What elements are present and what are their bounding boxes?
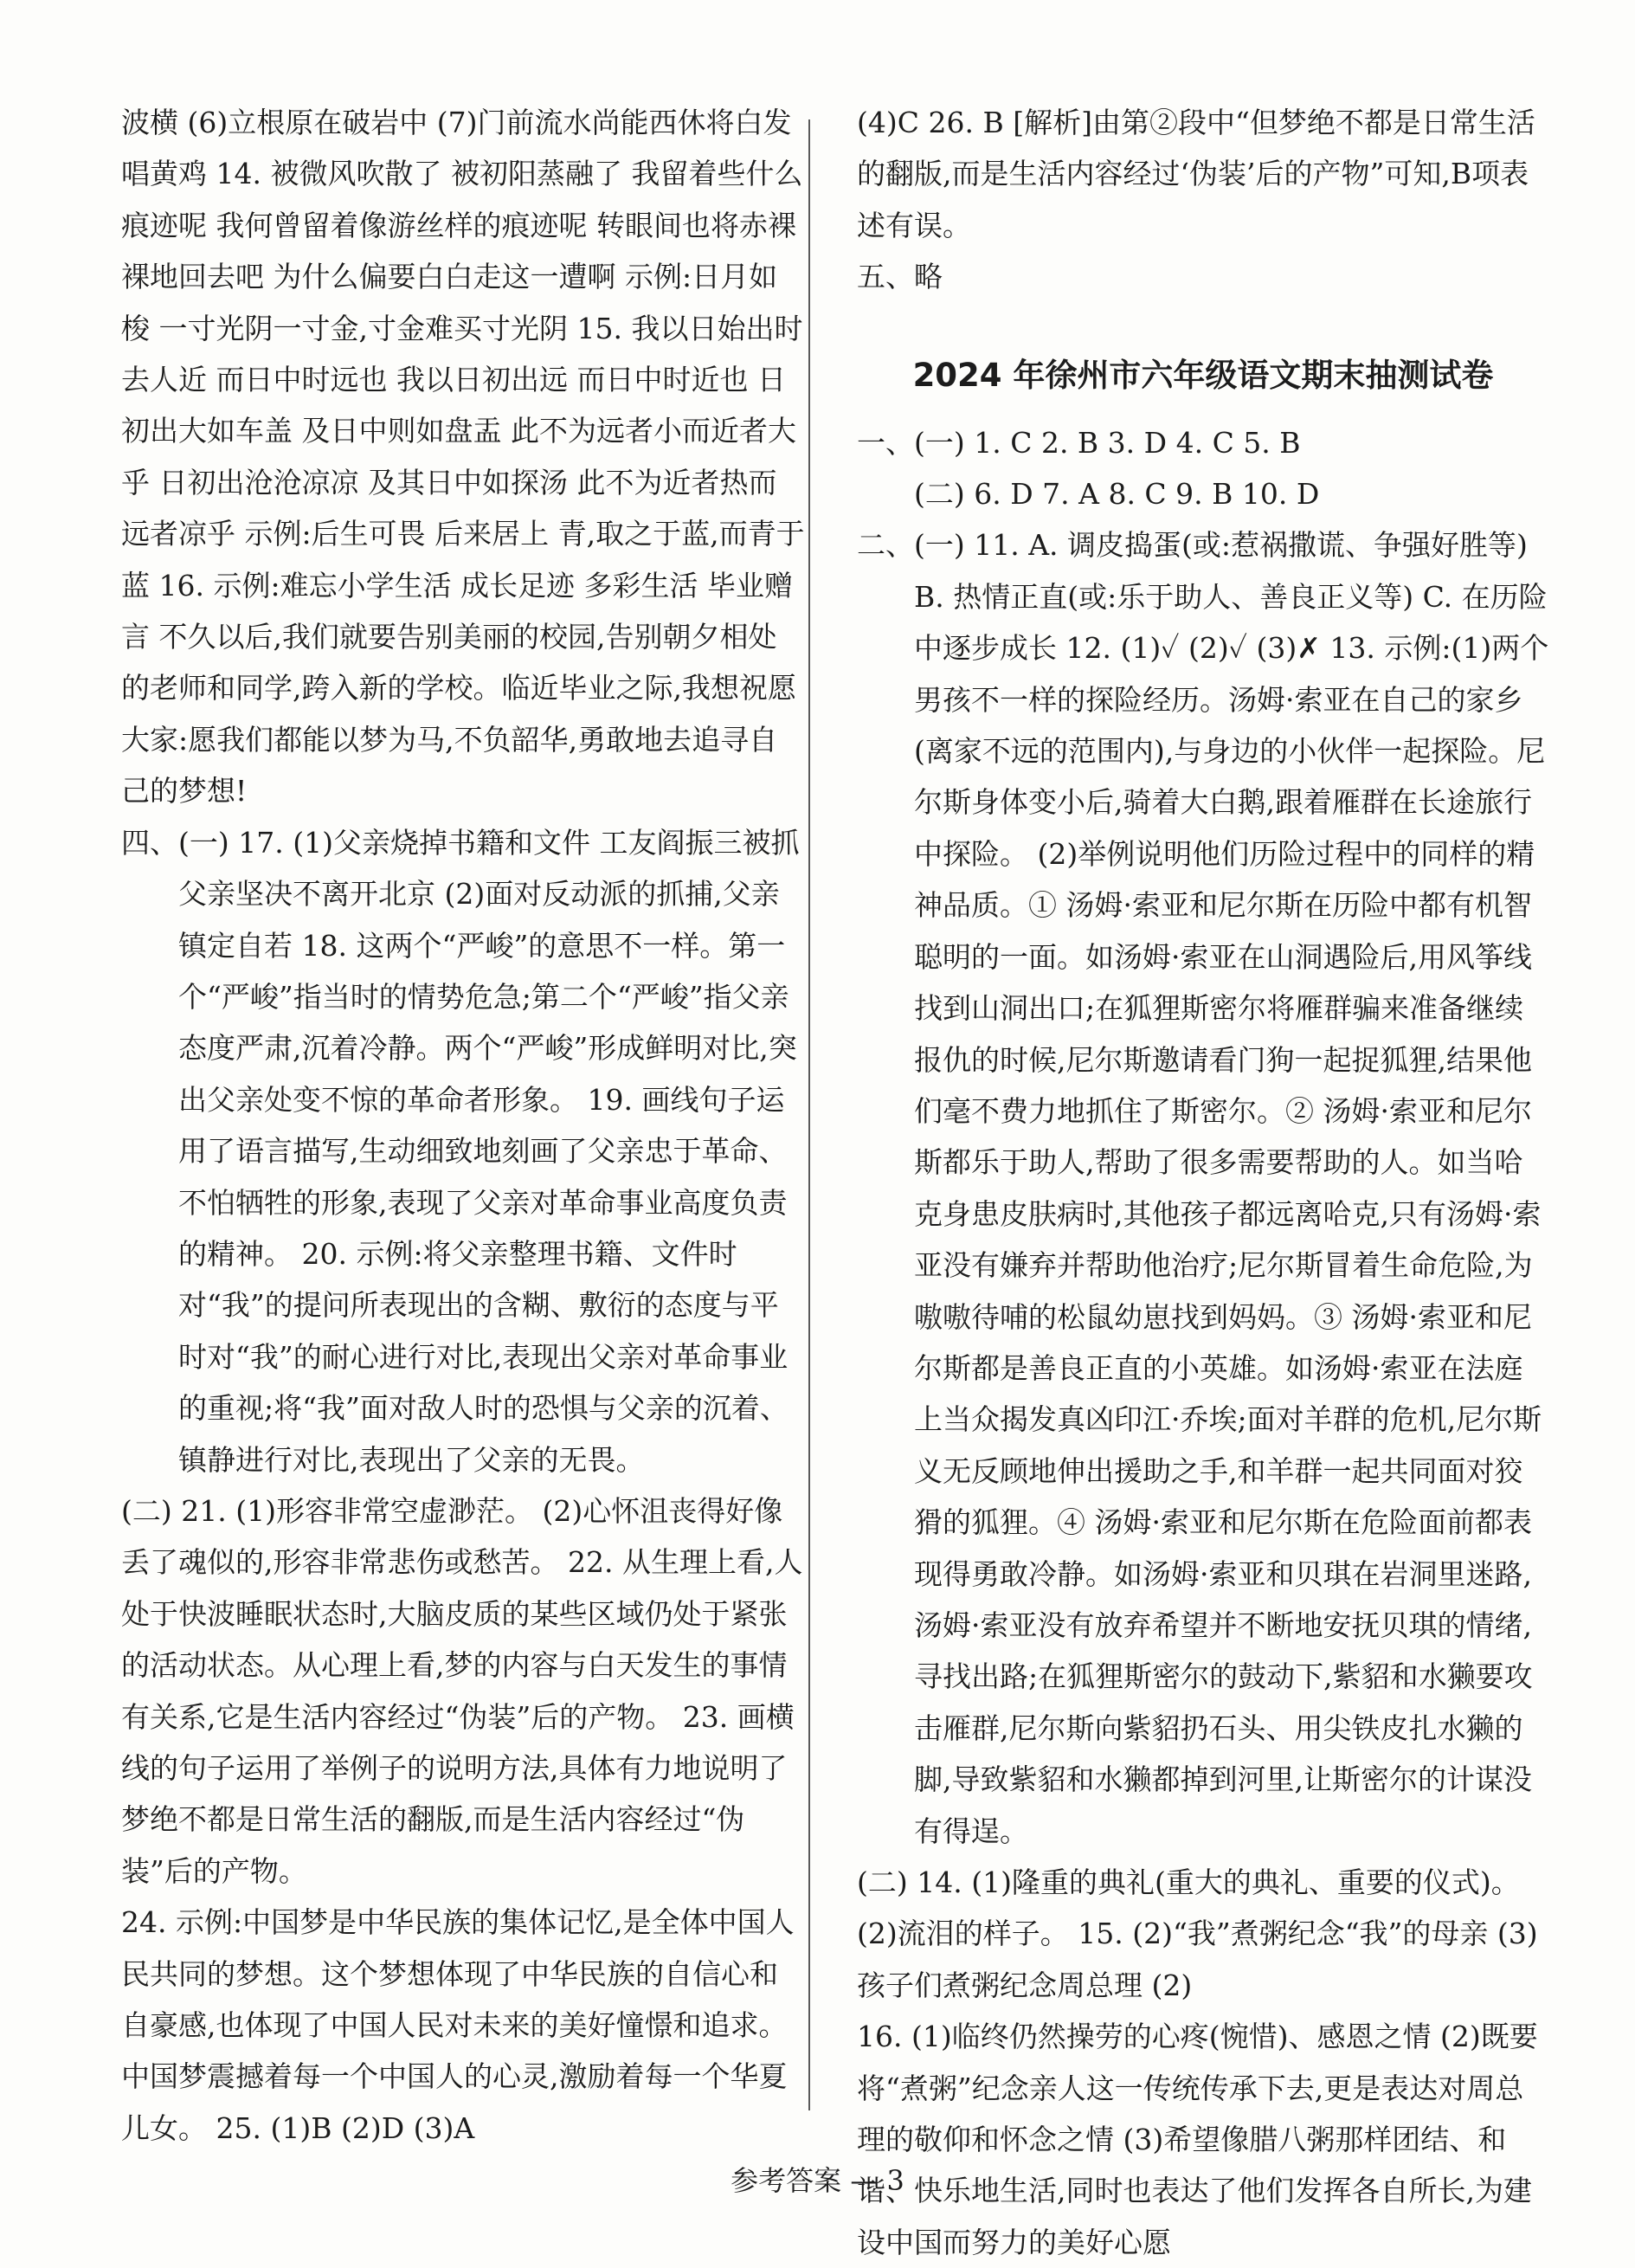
answer-line: (一) 1. C 2. B 3. D 4. C 5. B — [914, 425, 1301, 460]
section-one — [857, 417, 1549, 520]
section-marker: 一、 — [857, 425, 914, 460]
page-footer: 参考答案 — 3 — [731, 2164, 904, 2197]
answer-paragraph: (4)C 26. B [解析]由第②段中“但梦绝不都是日常生活的翻版,而是生活内容经过‘伪装’后的产物”可知,B项表述有误。 — [857, 106, 1535, 242]
section-marker: 四、 — [121, 825, 178, 860]
right-column — [857, 97, 1549, 2268]
answer-paragraph: 波横 (6)立根原在破岩中 (7)门前流水尚能西休将白发唱黄鸡 14. 被微风吹散了 被初阳蒸融了 我留着些什么痕迹呢 我何曾留着像游丝样的痕迹呢 转眼间也将赤裸裸地回去吧 为什么偏要白白走这一遭啊 示例:日月如梭 一寸光阴一寸金,寸金难买寸光阴 15. 我以日始出时去人近 而日中时远也 我以日初出远 而日中时近也 日初出大如车盖 及日中则如盘盂 此不为远者小而近者大乎 日初出沧沧凉凉 及其日中如探汤 此不为近者热而远者凉乎 示例:后生可畏 后来居上 青,取之于蓝,而青于蓝 16. 示例:难忘小学生活 成长足迹 多彩生活 毕业赠言 不久以后,我们就要告别美丽的校园,告别朝夕相处的老师和同学,跨入新的学校。临近毕业之际,我想祝愿大家:愿我们都能以梦为马,不负韶华,勇敢地去追寻自己的梦想! — [121, 106, 805, 809]
answer-paragraph: (一) 11. A. 调皮捣蛋(或:惹祸撒谎、争强好胜等) B. 热情正直(或:乐于助人、善良正义等) C. 在历险中逐步成长 12. (1)✓ (2)✓ (3)✗ 13. 示例:(1)两个男孩不一样的探险经历。汤姆·索亚在自己的家乡(离家不远的范围内),与身边的小伙伴一起探险。尼尔斯身体变小后,骑着大白鹅,跟着雁群在长途旅行中探险。 (2)举例说明他们历险过程中的同样的精神品质。① 汤姆·索亚和尼尔斯在历险中都有机智聪明的一面。如汤姆·索亚在山洞遇险后,用风筝线找到山洞出口;在狐狸斯密尔将雁群骗来准备继续报仇的时候,尼尔斯邀请看门狗一起捉狐狸,结果他们毫不费力地抓住了斯密尔。② 汤姆·索亚和尼尔斯都乐于助人,帮助了很多需要帮助的人。如当哈克身患皮肤病时,其他孩子都远离哈克,只有汤姆·索亚没有嫌弃并帮助他治疗;尼尔斯冒着生命危险,为嗷嗷待哺的松鼠幼崽找到妈妈。③ 汤姆·索亚和尼尔斯都是善良正直的小英雄。如汤姆·索亚在法庭上当众揭发真凶印江·乔埃;面对羊群的危机,尼尔斯义无反顾地伸出援助之手,和羊群一起共同面对狡猾的狐狸。④ 汤姆·索亚和尼尔斯在危险面前都表现得勇敢冷静。如汤姆·索亚和贝琪在岩洞里迷路,汤姆·索亚没有放弃希望并不断地安抚贝琪的情绪,寻找出路;在狐狸斯密尔的鼓动下,紫貂和水獭要攻击雁群,尼尔斯向紫貂扔石头、用尖铁皮扎水獭的脚,导致紫貂和水獭都掉到河里,让斯密尔的计谋没有得逞。 — [914, 528, 1549, 1848]
answer-paragraph: (二) 21. (1)形容非常空虚渺茫。 (2)心怀沮丧得好像丢了魂似的,形容非常悲伤或愁苦。 22. 从生理上看,人处于快波睡眠状态时,大脑皮质的某些区域仍处于紧张的活动状态。从心理上看,梦的内容与白天发生的事情有关系,它是生活内容经过“伪装”后的产物。 23. 画横线的句子运用了举例子的说明方法,具体有力地说明了梦绝不都是日常生活的翻版,而是生活内容经过“伪装”后的产物。 — [121, 1493, 803, 1888]
answer-line: (二) 6. D 7. A 8. C 9. B 10. D — [914, 477, 1320, 512]
answer-paragraph: 24. 示例:中国梦是中华民族的集体记忆,是全体中国人民共同的梦想。这个梦想体现了中华民族的自信心和自豪感,也体现了中国人民对未来的美好憧憬和追求。中国梦震撼着每一个中国人的心灵,激励着每一个华夏儿女。 25. (1)B (2)D (3)A — [121, 1905, 795, 2145]
left-column — [121, 97, 805, 2154]
section-four — [121, 817, 805, 1485]
section-two — [857, 519, 1549, 1857]
answer-paragraph: (二) 14. (1)隆重的典礼(重大的典礼、重要的仪式)。 (2)流泪的样子。 15. (2)“我”煮粥纪念“我”的母亲 (3)孩子们煮粥纪念周总理 (2) — [857, 1865, 1538, 2002]
answer-paragraph: 16. (1)临终仍然操劳的心疼(惋惜)、感恩之情 (2)既要将“煮粥”纪念亲人这一传统传承下去,更是表达对周总理的敬仰和怀念之情 (3)希望像腊八粥那样团结、和谐、快乐地生活,同时也表达了他们发挥各自所长,为建设中国而努力的美好心愿 — [857, 2020, 1538, 2259]
column-divider — [808, 119, 810, 2110]
section-marker: 二、 — [857, 528, 914, 563]
exam-title: 2024 年徐州市六年级语文期末抽测试卷 — [912, 356, 1494, 394]
answer-paragraph: (一) 17. (1)父亲烧掉书籍和文件 工友阎振三被抓 父亲坚决不离开北京 (2)面对反动派的抓捕,父亲镇定自若 18. 这两个“严峻”的意思不一样。第一个“严峻”指当时的情势危急;第二个“严峻”指父亲态度严肃,沉着冷静。两个“严峻”形成鲜明对比,突出父亲处变不惊的革命者形象。 19. 画线句子运用了语言描写,生动细致地刻画了父亲忠于革命、不怕牺牲的形象,表现了父亲对革命事业高度负责的精神。 20. 示例:将父亲整理书籍、文件时对“我”的提问所表现出的含糊、敷衍的态度与平时对“我”的耐心进行对比,表现出父亲对革命事业的重视;将“我”面对敌人时的恐惧与父亲的沉着、镇静进行对比,表现出了父亲的无畏。 — [178, 825, 800, 1477]
section-five: 五、略 — [857, 260, 943, 294]
